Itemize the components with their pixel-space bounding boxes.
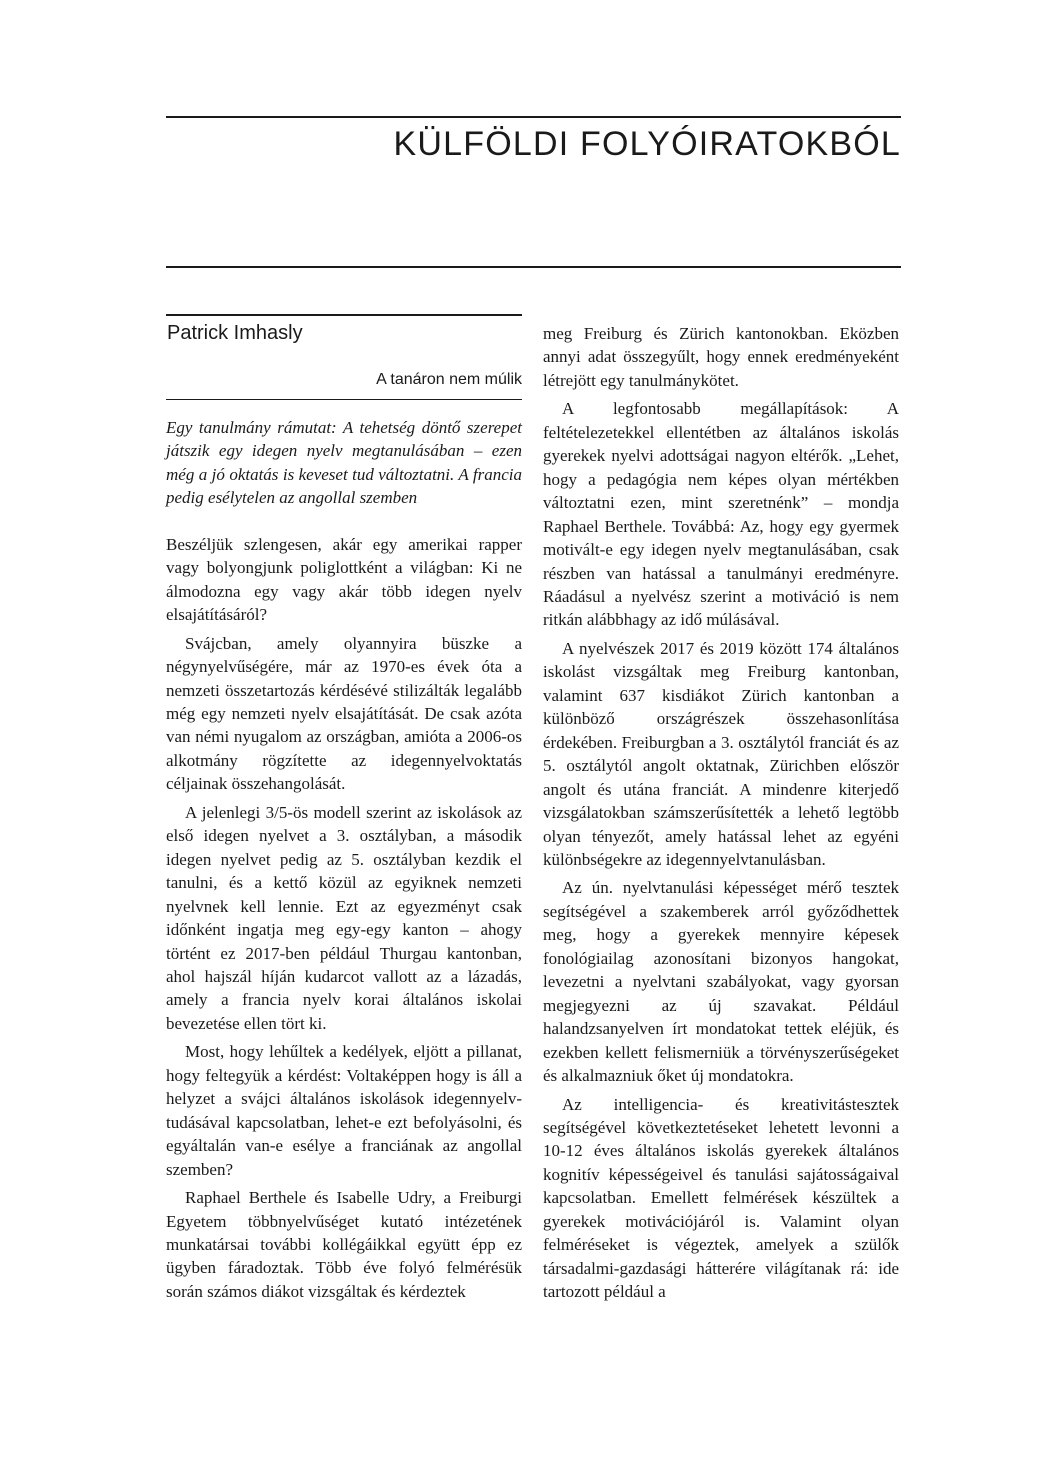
header-top-rule bbox=[166, 116, 901, 118]
left-column bbox=[166, 416, 522, 1303]
body-paragraph: A legfontosabb megállapítások: A feltételezetekkel ellentétben az általános iskolás gyerekek nyelvi adottságai nagyon eltérők. „Lehet, hogy a pedagógia nem képes olyan mértékben változtatni ezen, mint szeretnénk” – mondja Raphael Berthele. Továbbá: Az, hogy egy gyermek motivált-e egy idegen nyelv megtanulásában, csak részben van hatással a tanulmányi eredményre. Ráadásul a nyelvész szerint a motiváció is nem ritkán alábbhagy az idő múlásával. bbox=[543, 399, 899, 630]
body-paragraph: Most, hogy lehűltek a kedélyek, eljött a pillanat, hogy feltegyük a kérdést: Voltaképpen hogy is áll a helyzet a svájci általános iskolások idegennyelv-tudásával kapcsolatban, lehet-e ezt befolyásolni, és egyáltalán van-e esélye a franciának az angollal szemben? bbox=[166, 1042, 522, 1179]
article-title: A tanáron nem múlik bbox=[376, 371, 522, 388]
author-bottom-rule bbox=[166, 399, 522, 400]
body-paragraph: Az ún. nyelvtanulási képességet mérő tesztek segítségével a szakemberek arról győződhettek meg, hogy a gyerekek mennyire képesek fonológiailag azonosítani bizonyos hangokat, levezetni a nyelvtani szabályokat, vagy gyorsan megjegyezni az új szavakat. Például halandzsanyelven írt mondatokat tettek eléjük, és ezekben kellett felismerniük a törvényszerűségeket és alkalmazniuk őket új mondatokra. bbox=[543, 878, 899, 1086]
body-paragraph: Beszéljük szlengesen, akár egy amerikai rapper vagy bolyongjunk poliglottként a világban: Ki ne álmodozna egy vagy akár több idegen nyelv elsajátításáról? bbox=[166, 534, 522, 625]
body-paragraph: meg Freiburg és Zürich kantonokban. Eközben annyi adat összegyűlt, hogy ennek eredményeként létrejött egy tanulmánykötet. bbox=[543, 324, 899, 390]
body-paragraph: Raphael Berthele és Isabelle Udry, a Freiburgi Egyetem többnyelvűséget kutató intézetének munkatársai további kollégáikkal együtt épp ez ügyben fáradoztak. Több éve folyó felmérésük során számos diákot vizsgáltak és kérdeztek bbox=[166, 1188, 522, 1301]
lead-paragraph: Egy tanulmány rámutat: A tehetség döntő szerepet játszik egy idegen nyelv megtanulásában – ezen még a jó oktatás is keveset tud változtatni. A francia pedig esélytelen az angollal szemben bbox=[166, 418, 522, 508]
body-paragraph: Svájcban, amely olyannyira büszke a négynyelvűségére, már az 1970-es évek óta a nemzeti összetartozás kérdésévé stilizálták legalább még egy nemzeti nyelv elsajátítását. De csak azóta van némi nyugalom az országban, amióta a 2006-os alkotmány rögzítette az idegennyelvoktatás céljainak összehangolását. bbox=[166, 633, 522, 794]
section-title: KÜLFÖLDI FOLYÓIRATOKBÓL bbox=[393, 125, 901, 163]
author-name: Patrick Imhasly bbox=[167, 322, 303, 344]
body-paragraph: A nyelvészek 2017 és 2019 között 174 általános iskolást vizsgáltak meg Freiburg kantonban, valamint 637 kisdiákot Zürich kantonban a különböző országrészek összehasonlítása érdekében. Freiburgban a 3. osztálytól franciát és az 5. osztálytól angolt oktatnak, Zürichben először angolt és utána franciát. A mindenre kiterjedő vizsgálatokban számszerűsítették a lehető legtöbb olyan tényezőt, amely hatással lehet az egyéni különbségekre az idegennyelvtanulásban. bbox=[543, 638, 899, 869]
body-paragraph: A jelenlegi 3/5-ös modell szerint az iskolások az első idegen nyelvet a 3. osztályban, a második idegen nyelvet pedig az 5. osztályban kezdik el tanulni, és a kettő közül az egyiknek nemzeti nyelvnek kell lennie. Ezt az egyezményt csak időnként ingatja meg egy-egy kanton – ahogy történt ez 2017-ben például Thurgau kantonban, ahol hajszál híján kudarcot vallott az a lázadás, amely a francia nyelv korai általános iskolai bevezetése ellen tört ki. bbox=[166, 802, 522, 1033]
header-bottom-rule bbox=[166, 266, 901, 268]
body-paragraph: Az intelligencia- és kreativitástesztek segítségével következtetéseket lehetett levonni a 10-12 éves általános iskolás gyerekek általános kognitív képességeivel és tanulási sajátosságaival kapcsolatban. Emellett felmérések készültek a gyerekek motivációjáról is. Valamint olyan felméréseket is végeztek, amelyek a szülők társadalmi-gazdasági hátterére világítanak rá: ide tartozott például a bbox=[543, 1094, 899, 1302]
right-column bbox=[543, 322, 899, 1304]
author-top-rule bbox=[166, 314, 522, 316]
